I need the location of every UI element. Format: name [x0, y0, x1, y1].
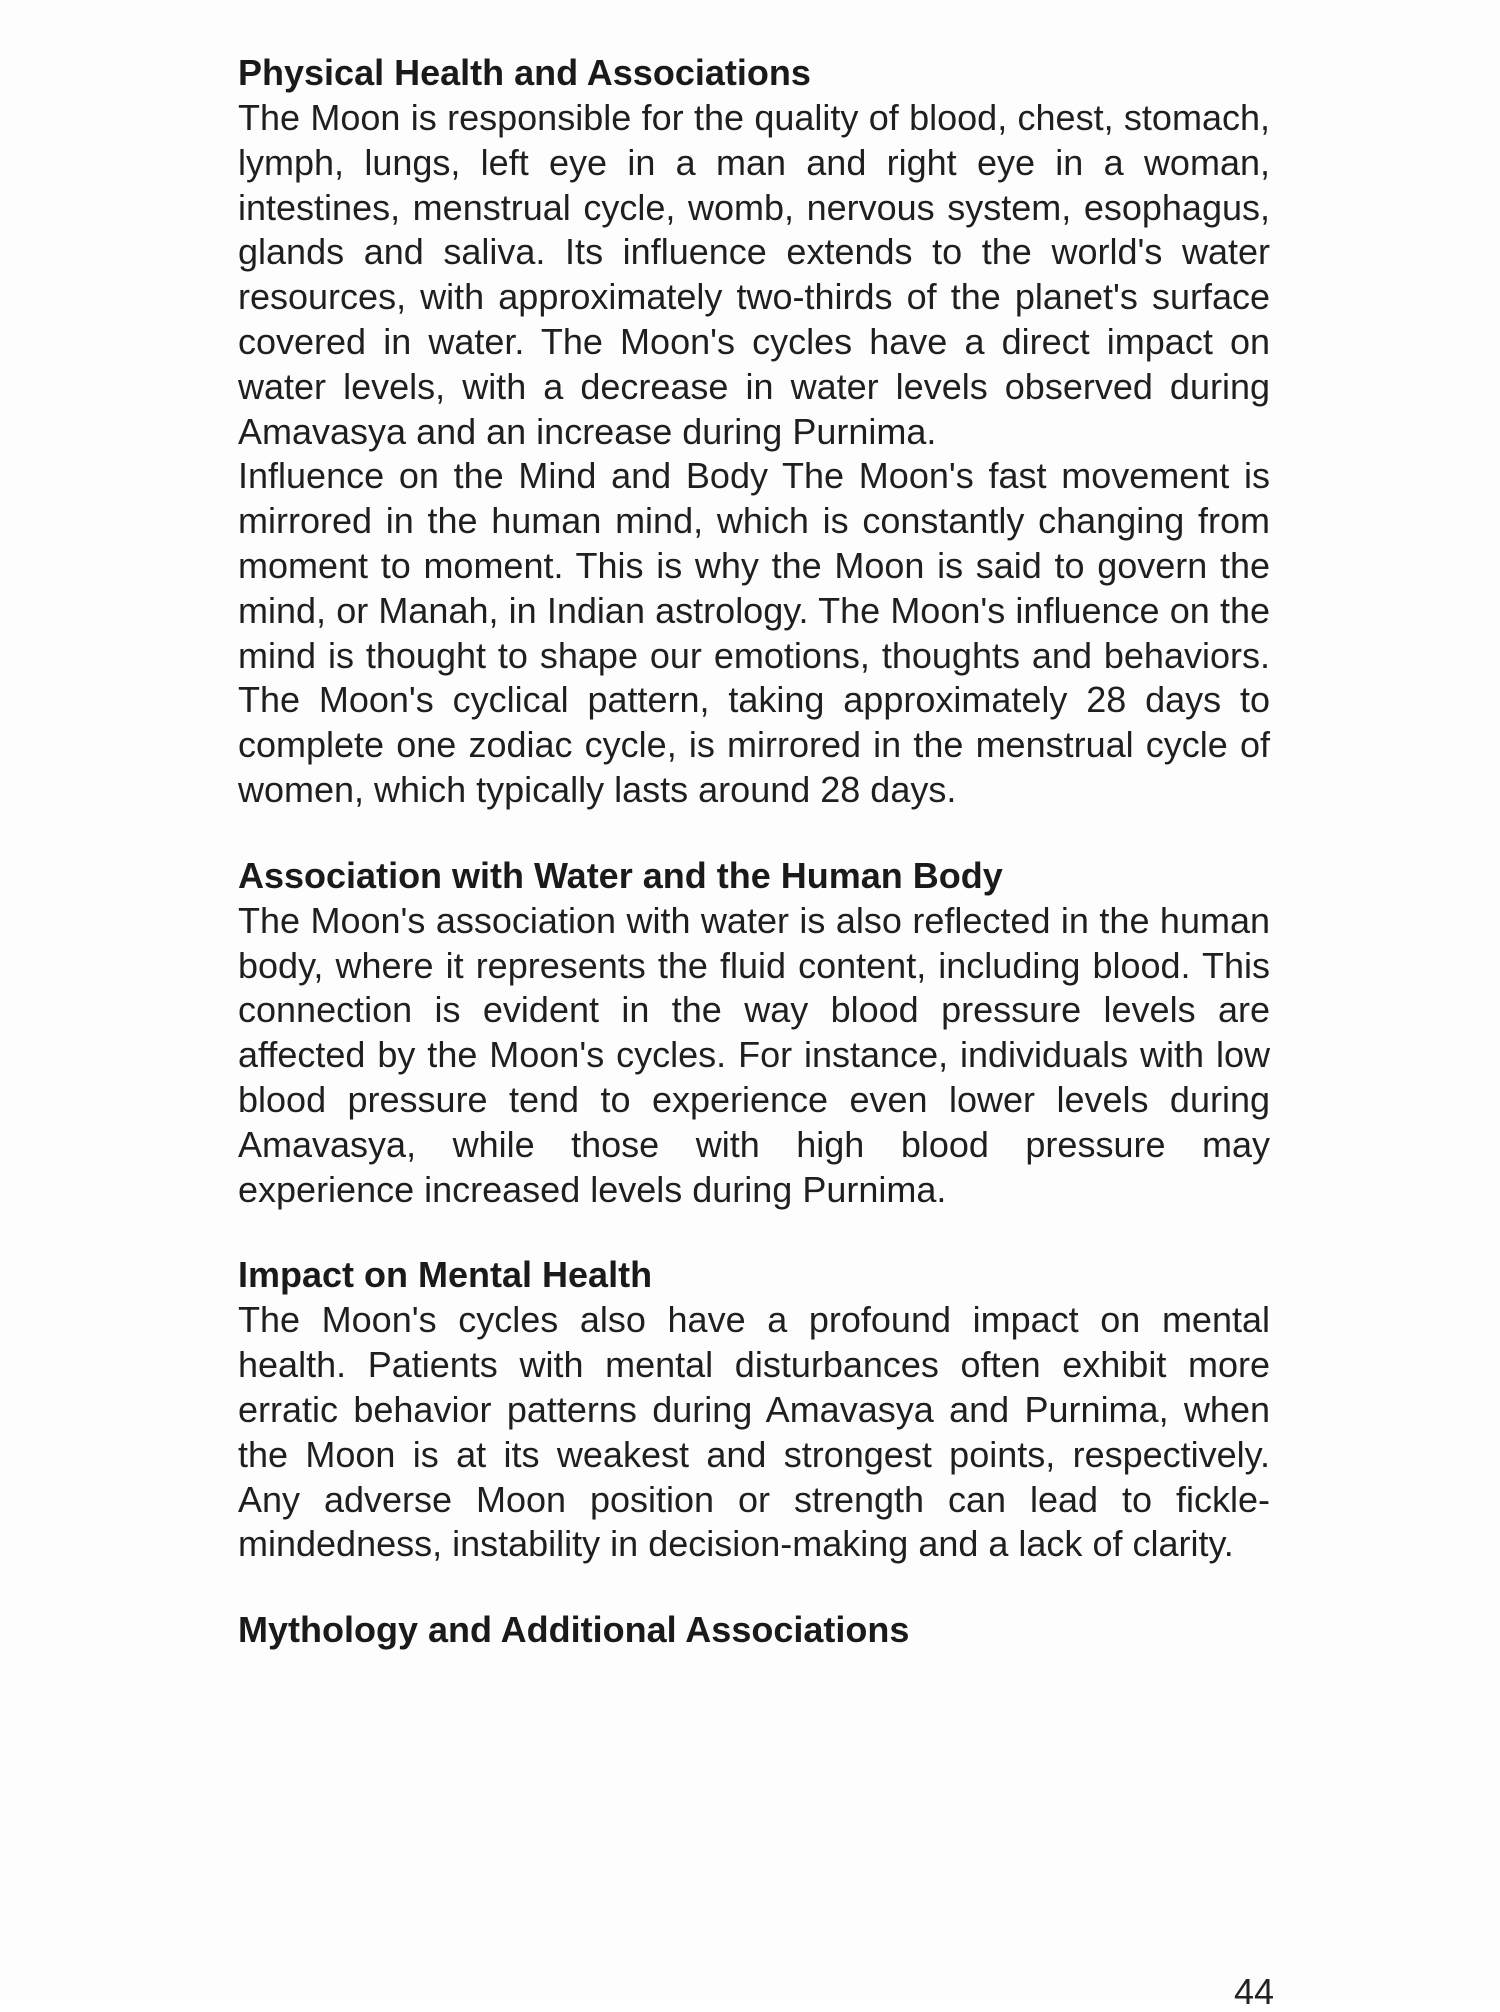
section-spacer — [238, 813, 1270, 853]
heading-physical-health: Physical Health and Associations — [238, 52, 811, 93]
heading-water-body: Association with Water and the Human Body — [238, 854, 1003, 896]
paragraph-mental-health: The Moon's cycles also have a profound impact on mental health. Patients with mental disturbances often exhibit more erratic behavior patterns during Amavasya and Purnima, when the Moon is at its weakest and strongest points, respectively. Any adverse Moon position or strength can lead to fickle-mindedness, instability in decision-making and a lack of clarity. — [238, 1299, 1270, 1565]
paragraph-mind-body: Influence on the Mind and Body The Moon's fast movement is mirrored in the human mind, which is constantly changing from moment to moment. This is why the Moon is said to govern the mind, or Manah, in Indian astrology. The Moon's influence on the mind is thought to shape our emotions, thoughts and behaviors. The Moon's cyclical pattern, taking approximately 28 days to complete one zodiac cycle, is mirrored in the menstrual cycle of women, which typically lasts around 28 days. — [238, 455, 1270, 810]
page-content — [238, 50, 1270, 1653]
paragraph-water-body: The Moon's association with water is also reflected in the human body, where it represents the fluid content, including blood. This connection is evident in the way blood pressure levels are affected by the Moon's cycles. For instance, individuals with low blood pressure tend to experience even lower levels during Amavasya, while those with high blood pressure may experience increased levels during Purnima. — [238, 899, 1270, 1210]
heading-mythology: Mythology and Additional Associations — [238, 1609, 910, 1651]
section-spacer — [238, 1212, 1270, 1252]
page-number: 44 — [1233, 1971, 1274, 2012]
heading-mental-health: Impact on Mental Health — [238, 1254, 653, 1296]
paragraph-physical-health: The Moon is responsible for the quality of blood, chest, stomach, lymph, lungs, left eye in a man and right eye in a woman, intestines, menstrual cycle, womb, nervous system, esophagus, glands and saliva. Its influence extends to the world's water resources, with approximately two-thirds of the planet's surface covered in water. The Moon's cycles have a direct impact on water levels, with a decrease in water levels observed during Amavasya and an increase during Purnima. — [238, 97, 1270, 452]
section-spacer — [238, 1567, 1270, 1607]
